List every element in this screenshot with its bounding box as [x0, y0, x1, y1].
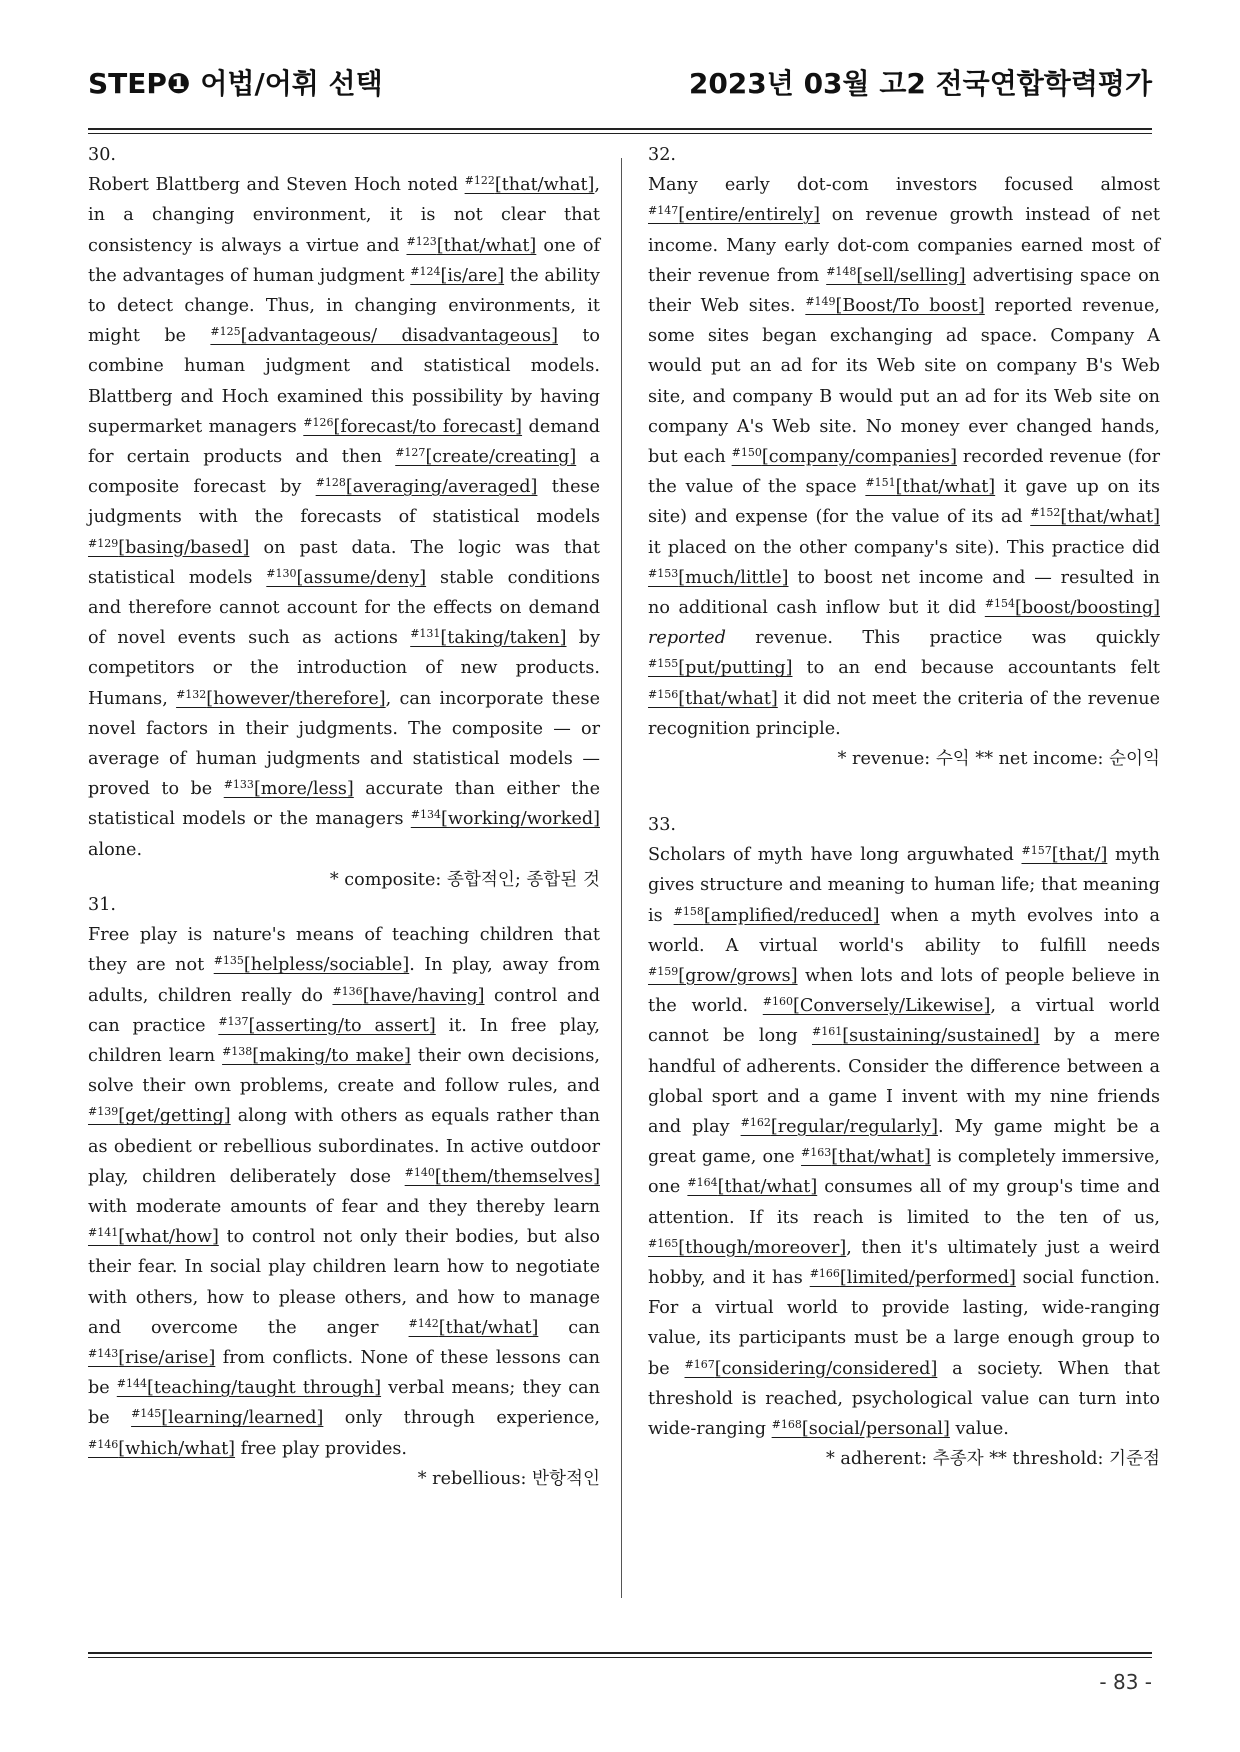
header-rule — [88, 128, 1152, 130]
choice-blank: $^{\#158}$[amplified/reduced] — [673, 904, 880, 926]
blank-number: #147 — [648, 204, 679, 218]
choice-blank: $^{\#144}$[teaching/taught through] — [116, 1377, 382, 1399]
column-divider — [621, 158, 622, 1598]
blank-number: #145 — [131, 1407, 162, 1421]
blank-number: #129 — [88, 536, 119, 550]
blank-number: #138 — [222, 1045, 253, 1059]
blank-number: #141 — [88, 1226, 119, 1240]
question-number: 30. — [88, 145, 116, 165]
choice-blank: $^{\#145}$[learning/learned] — [131, 1407, 324, 1429]
blank-number: #150 — [731, 446, 762, 460]
blank-number: #160 — [762, 995, 793, 1009]
choice-blank: $^{\#159}$[grow/grows] — [648, 965, 798, 987]
choice-blank: $^{\#142}$[that/what] — [408, 1316, 539, 1338]
blank-number: #135 — [213, 954, 244, 968]
question-number: 33. — [648, 815, 676, 835]
blank-number: #163 — [801, 1146, 832, 1160]
emphasis-text: reported — [648, 628, 726, 649]
blank-number: #131 — [410, 627, 441, 641]
blank-number: #158 — [673, 904, 704, 918]
blank-number: #149 — [805, 295, 836, 309]
choice-blank: $^{\#139}$[get/getting] — [88, 1105, 231, 1127]
question-32 — [648, 140, 1160, 774]
question-33 — [648, 810, 1160, 1474]
header-rule-thin — [88, 133, 1152, 134]
choice-blank: $^{\#131}$[taking/taken] — [410, 627, 567, 649]
blank-number: #126 — [303, 415, 334, 429]
blank-number: #139 — [88, 1105, 119, 1119]
choice-blank: $^{\#151}$[that/what] — [865, 476, 996, 498]
choice-blank: $^{\#150}$[company/companies] — [731, 446, 957, 468]
blank-number: #142 — [408, 1316, 439, 1330]
footer-rule — [88, 1652, 1152, 1654]
choice-blank: $^{\#133}$[more/less] — [223, 778, 354, 800]
choice-blank: $^{\#130}$[assume/deny] — [266, 566, 427, 588]
blank-number: #130 — [266, 566, 297, 580]
choice-blank: $^{\#149}$[Boost/To boost] — [805, 295, 985, 317]
passage: Robert Blattberg and Steven Hoch noted $^{\#122}$[that/what], in a changing environment, it is not clear that consistency is always a virtue and $^{\#123}$[that/what] one of the advantages of human judgment $^{\#124}$[is/are] the ability to detect change. Thus, in changing environments, it might be $^{\#125}$[advantageous/ disadvantageous] to combine human judgment and statistical models. Blattberg and Hoch examined this possibility by having supermarket managers $^{\#126}$[forecast/to forecast] demand for certain products and then $^{\#127}$[create/creating] a composite forecast by $^{\#128}$[averaging/averaged] these judgments with the forecasts of statistical models $^{\#129}$[basing/based] on past data. The logic was that statistical models $^{\#130}$[assume/deny] stable conditions and therefore cannot account for the effects on demand of novel events such as actions $^{\#131}$[taking/taken] by competitors or the introduction of new products. Humans, $^{\#132}$[however/therefore], can incorporate these novel factors in their judgments. The composite — or average of human judgments and statistical models — proved to be $^{\#133}$[more/less] accurate than either the statistical models or the managers $^{\#134}$[working/worked] alone. — [88, 174, 601, 860]
blank-number: #166 — [809, 1267, 840, 1281]
choice-blank: $^{\#154}$[boost/boosting] — [984, 597, 1160, 619]
blank-number: #122 — [464, 174, 495, 188]
choice-blank: $^{\#143}$[rise/arise] — [88, 1347, 216, 1369]
question-number: 32. — [648, 145, 676, 165]
blank-number: #165 — [648, 1236, 679, 1250]
passage: Many early dot-com investors focused almost $^{\#147}$[entire/entirely] on revenue growth instead of net income. Many early dot-com companies earned most of their revenue from $^{\#148}$[sell/selling] advertising space on their Web sites. $^{\#149}$[Boost/To boost] reported revenue, some sites began exchanging ad space. Company A would put an ad for its Web site on company B's Web site, and company B would put an ad for its Web site on company A's Web site. No money ever changed hands, but each $^{\#150}$[company/companies] recorded revenue (for the value of the space $^{\#151}$[that/what] it gave up on its site) and expense (for the value of its ad $^{\#152}$[that/what] it placed on the other company's site). This practice did $^{\#153}$[much/little] to boost net income and — resulted in no additional cash inflow but it did $^{\#154}$[boost/boosting] reported revenue. This practice was quickly $^{\#155}$[put/putting] to an end because accountants felt $^{\#156}$[that/what] it did not meet the criteria of the revenue recognition principle. — [648, 175, 1161, 739]
blank-number: #133 — [223, 778, 254, 792]
blank-number: #164 — [687, 1176, 718, 1190]
blank-number: #132 — [176, 687, 207, 701]
choice-blank: $^{\#127}$[create/creating] — [395, 446, 577, 468]
choice-blank: $^{\#161}$[sustaining/sustained] — [811, 1025, 1040, 1047]
choice-blank: $^{\#129}$[basing/based] — [88, 536, 250, 558]
blank-number: #156 — [648, 687, 679, 701]
blank-number: #162 — [740, 1116, 771, 1130]
choice-blank: $^{\#167}$[considering/considered] — [684, 1357, 938, 1379]
blank-number: #137 — [218, 1014, 249, 1028]
blank-number: #154 — [984, 597, 1016, 611]
choice-blank: $^{\#135}$[helpless/sociable] — [213, 954, 410, 976]
blank-number: #143 — [88, 1347, 119, 1361]
passage: Free play is nature's means of teaching children that they are not $^{\#135}$[helpless/sociable]. In play, away from adults, children really do $^{\#136}$[have/having] control and can practice $^{\#137}$[asserting/to assert] it. In free play, children learn $^{\#138}$[making/to make] their own decisions, solve their own problems, create and follow rules, and $^{\#139}$[get/getting] along with others as equals rather than as obedient or rebellious subordinates. In active outdoor play, children deliberately dose $^{\#140}$[them/themselves] with moderate amounts of fear and they thereby learn $^{\#141}$[what/how] to control not only their bodies, but also their fear. In social play children learn how to negotiate with others, how to please others, and how to manage and overcome the anger $^{\#142}$[that/what] can $^{\#143}$[rise/arise] from conflicts. None of these lessons can be $^{\#144}$[teaching/taught through] verbal means; they can be $^{\#145}$[learning/learned] only through experience, $^{\#146}$[which/what] free play provides. — [88, 925, 600, 1459]
footnote: * revenue: 수익 ** net income: 순이익 — [837, 749, 1160, 770]
blank-number: #134 — [410, 808, 441, 822]
choice-blank: $^{\#123}$[that/what] — [406, 234, 537, 256]
choice-blank: $^{\#136}$[have/having] — [332, 984, 485, 1006]
choice-blank: $^{\#165}$[though/moreover] — [648, 1236, 847, 1258]
blank-number: #153 — [648, 566, 679, 580]
blank-number: #148 — [826, 264, 857, 278]
blank-number: #140 — [404, 1165, 435, 1179]
footnote: * rebellious: 반항적인 — [417, 1468, 600, 1489]
choice-blank: $^{\#138}$[making/to make] — [222, 1045, 411, 1067]
choice-blank: $^{\#164}$[that/what] — [687, 1176, 818, 1198]
choice-blank: $^{\#155}$[put/putting] — [648, 657, 793, 679]
blank-number: #128 — [315, 476, 346, 490]
choice-blank: $^{\#148}$[sell/selling] — [826, 264, 966, 286]
choice-blank: $^{\#125}$[advantageous/ disadvantageous] — [210, 325, 558, 347]
choice-blank: $^{\#160}$[Conversely/Likewise] — [762, 995, 991, 1017]
choice-blank: $^{\#153}$[much/little] — [648, 566, 789, 588]
choice-blank: $^{\#132}$[however/therefore] — [176, 687, 386, 709]
choice-blank: $^{\#157}$[that/] — [1021, 844, 1108, 866]
question-30 — [88, 140, 600, 895]
blank-number: #168 — [771, 1418, 802, 1432]
choice-blank: $^{\#156}$[that/what] — [648, 687, 778, 709]
blank-number: #161 — [811, 1025, 843, 1039]
header-section-title: STEP❶ 어법/어휘 선택 — [88, 67, 383, 100]
header-exam-title: 2023년 03월 고2 전국연합학력평가 — [688, 67, 1152, 100]
choice-blank: $^{\#126}$[forecast/to forecast] — [303, 415, 523, 437]
blank-number: #123 — [406, 234, 437, 248]
choice-blank: $^{\#163}$[that/what] — [801, 1146, 931, 1168]
choice-blank: $^{\#122}$[that/what] — [464, 174, 595, 196]
footer-rule-thin — [88, 1657, 1152, 1658]
choice-blank: $^{\#140}$[them/themselves] — [404, 1165, 600, 1187]
choice-blank: $^{\#152}$[that/what] — [1030, 506, 1160, 528]
blank-number: #127 — [395, 446, 426, 460]
blank-number: #136 — [332, 984, 363, 998]
question-31 — [88, 890, 600, 1494]
blank-number: #151 — [865, 476, 896, 490]
choice-blank: $^{\#147}$[entire/entirely] — [648, 204, 820, 226]
page-number: - 83 - — [1099, 1670, 1152, 1694]
footnote: * composite: 종합적인; 종합된 것 — [329, 869, 600, 890]
blank-number: #167 — [684, 1357, 715, 1371]
page-header — [88, 62, 1152, 106]
choice-blank: $^{\#166}$[limited/performed] — [809, 1267, 1016, 1289]
blank-number: #124 — [410, 264, 441, 278]
choice-blank: $^{\#141}$[what/how] — [88, 1226, 219, 1248]
choice-blank: $^{\#168}$[social/personal] — [771, 1418, 950, 1440]
blank-number: #155 — [648, 657, 679, 671]
passage: Scholars of myth have long arguwhated $^{\#157}$[that/] myth gives structure and meaning to human life; that meaning is $^{\#158}$[amplified/reduced] when a myth evolves into a world. A virtual world's ability to fulfill needs $^{\#159}$[grow/grows] when lots and lots of people believe in the world. $^{\#160}$[Conversely/Likewise], a virtual world cannot be long $^{\#161}$[sustaining/sustained] by a mere handful of adherents. Consider the difference between a global sport and a game I invent with my nine friends and play $^{\#162}$[regular/regularly]. My game might be a great game, one $^{\#163}$[that/what] is completely immersive, one $^{\#164}$[that/what] consumes all of my group's time and attention. If its reach is limited to the ten of us, $^{\#165}$[though/moreover], then it's ultimately just a weird hobby, and it has $^{\#166}$[limited/performed] social function. For a virtual world to provide lasting, wide-ranging value, its participants must be a large enough group to be $^{\#167}$[considering/considered] a society. When that threshold is reached, psychological value can turn into wide-ranging $^{\#168}$[social/personal] value. — [648, 844, 1161, 1440]
choice-blank: $^{\#134}$[working/worked] — [410, 808, 600, 830]
choice-blank: $^{\#137}$[asserting/to assert] — [218, 1014, 436, 1036]
blank-number: #152 — [1030, 506, 1061, 520]
question-number: 31. — [88, 895, 116, 915]
blank-number: #125 — [210, 325, 241, 339]
choice-blank: $^{\#124}$[is/are] — [410, 264, 505, 286]
blank-number: #144 — [116, 1377, 148, 1391]
choice-blank: $^{\#162}$[regular/regularly] — [740, 1116, 938, 1138]
blank-number: #146 — [88, 1437, 119, 1451]
choice-blank: $^{\#146}$[which/what] — [88, 1437, 236, 1459]
choice-blank: $^{\#128}$[averaging/averaged] — [315, 476, 538, 498]
blank-number: #157 — [1021, 844, 1052, 858]
footnote: * adherent: 추종자 ** threshold: 기준점 — [826, 1449, 1160, 1470]
blank-number: #159 — [648, 965, 679, 979]
